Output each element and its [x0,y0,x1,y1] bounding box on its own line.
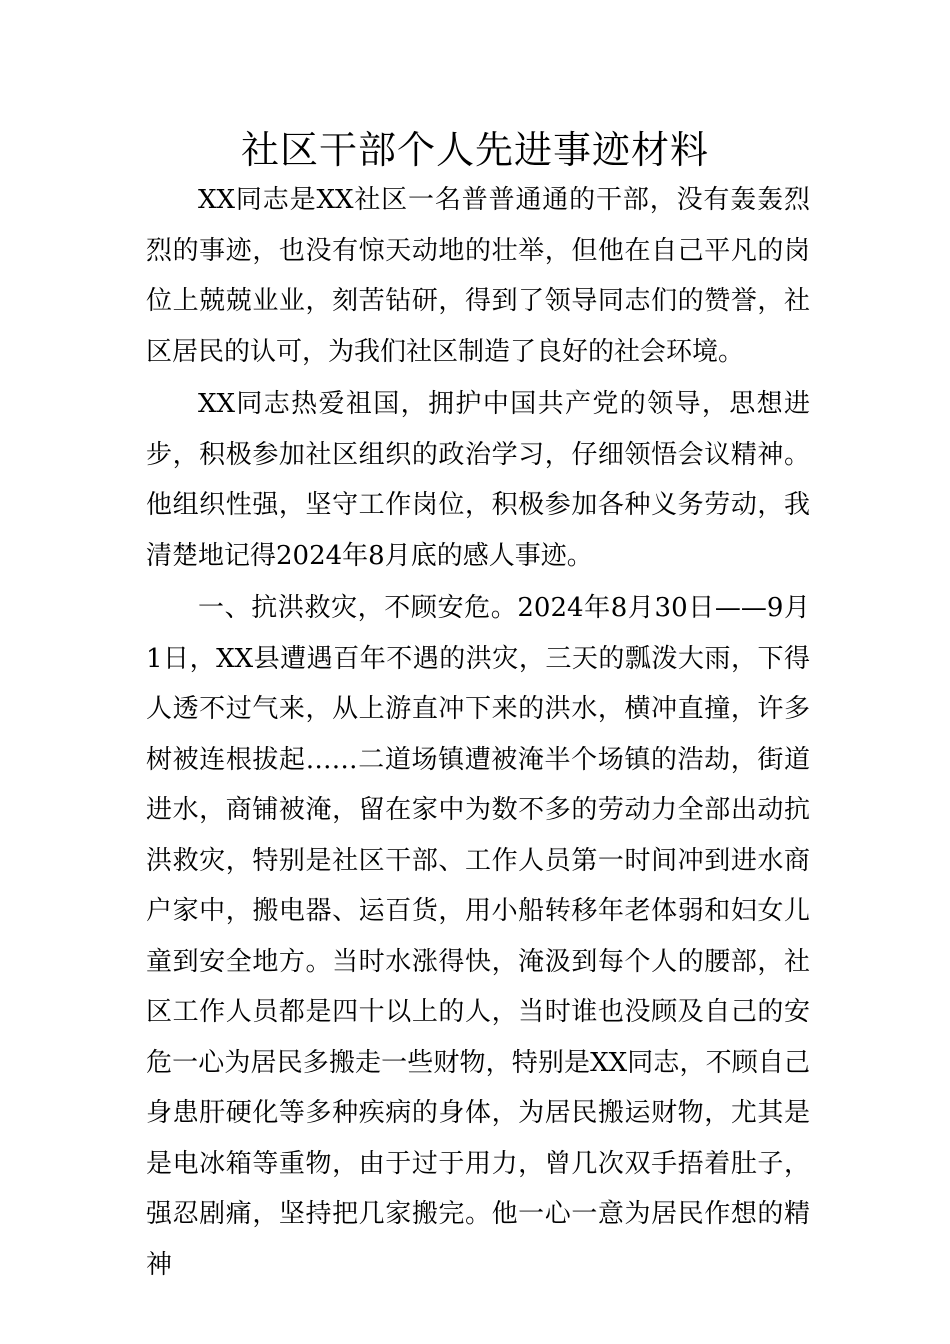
document-body [146,175,810,1292]
paragraph-intro: XX同志是XX社区一名普普通通的干部，没有轰轰烈烈的事迹，也没有惊天动地的壮举，但他在自己平凡的岗位上兢兢业业，刻苦钻研，得到了领导同志们的赞誉，社区居民的认可，为我们社区制造了良好的社会环境。 [146,185,810,367]
document-title: 社区干部个人先进事迹材料 [240,128,709,172]
paragraph-flood-relief: 一、抗洪救灾，不顾安危。2024年8月30日——9月1日，XX县遭遇百年不遇的洪灾，三天的瓢泼大雨，下得人透不过气来，从上游直冲下来的洪水，横冲直撞，许多树被连根拔起……二道场镇遭被淹半个场镇的浩劫，街道进水，商铺被淹，留在家中为数不多的劳动力全部出动抗洪救灾，特别是社区干部、工作人员第一时间冲到进水商户家中，搬电器、运百货，用小船转移年老体弱和妇女儿童到安全地方。当时水涨得快，淹汲到每个人的腰部，社区工作人员都是四十以上的人，当时谁也没顾及自己的安危一心为居民多搬走一些财物，特别是XX同志，不顾自己身患肝硬化等多种疾病的身体，为居民搬运财物，尤其是是电冰箱等重物，由于过于用力，曾几次双手捂着肚子，强忍剧痛，坚持把几家搬完。他一心一意为居民作想的精神 [146,593,810,1280]
paragraph-patriotism: XX同志热爱祖国，拥护中国共产党的领导，思想进步，积极参加社区组织的政治学习，仔细领悟会议精神。他组织性强，坚守工作岗位，积极参加各种义务劳动，我清楚地记得2024年8月底的感人事迹。 [146,389,810,571]
